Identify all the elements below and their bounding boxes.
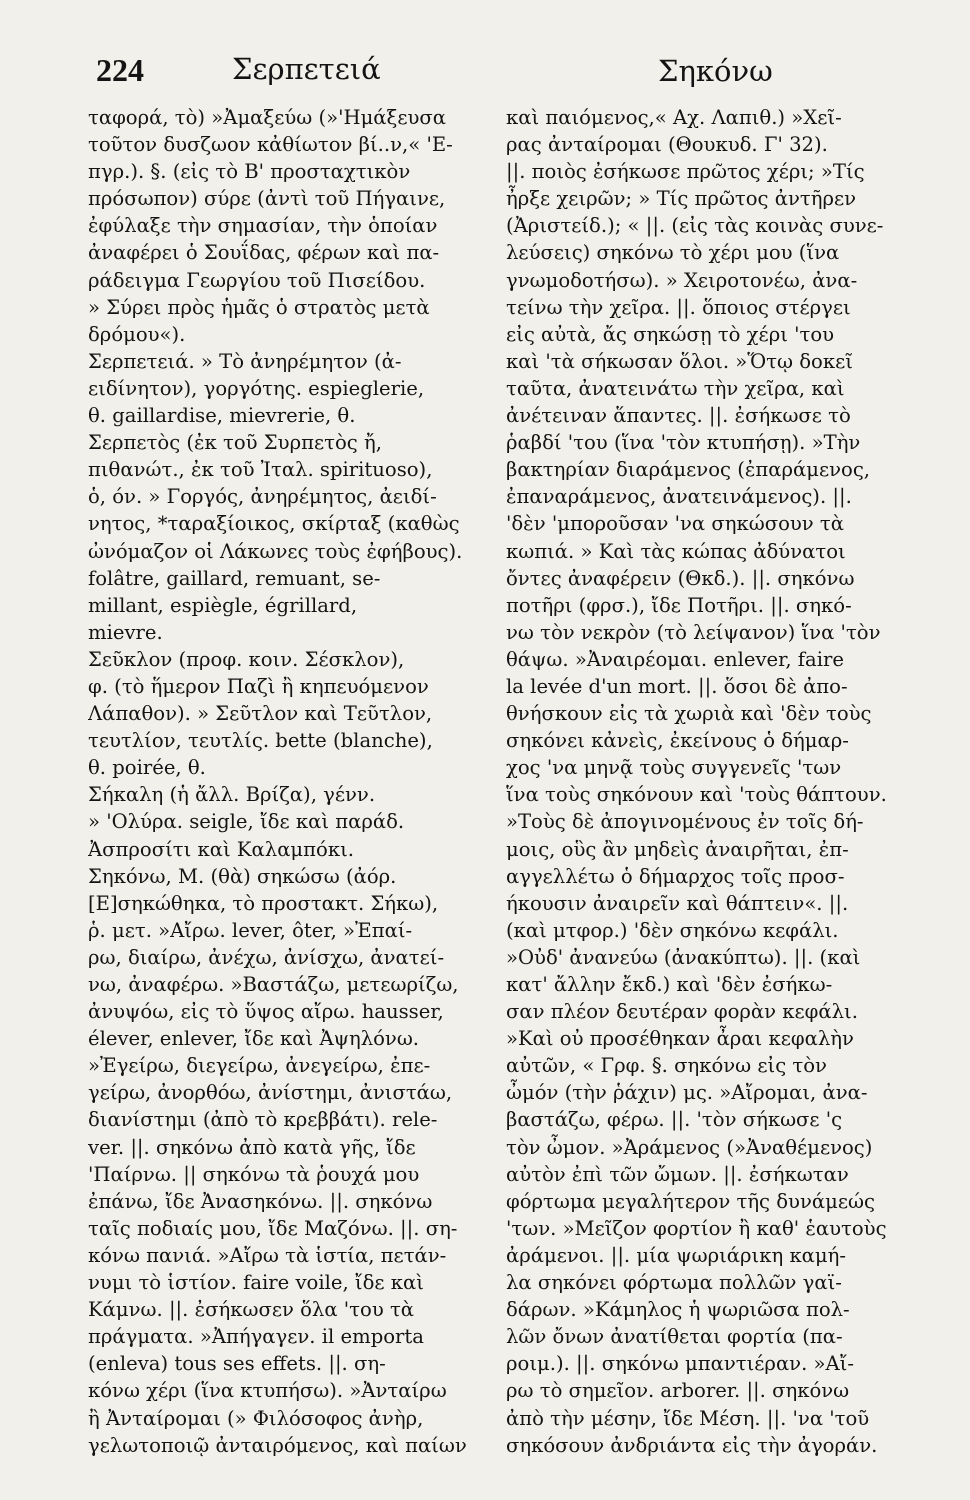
text-line: λα σηκόνει φόρτωμα πολλῶν γαϊ-	[506, 1271, 842, 1295]
text-line: κατ' ἄλλην ἔκδ.) καὶ 'δὲν ἐσήκω-	[506, 973, 833, 996]
text-line: ὠνόμαζον οἱ Λάκωνες τοὺς ἐφήβους).	[88, 539, 463, 563]
text-line: ειδίνητον), γοργότης. espieglerie,	[88, 376, 425, 400]
text-line: folâtre, gaillard, remuant, se-	[88, 566, 381, 590]
text-line: ver. ||. σηκόνω ἀπὸ κατὰ γῆς, ἴδε	[88, 1135, 416, 1159]
text-line: ταῦτα, ἀνατεινάτω τὴν χεῖρα, καὶ	[506, 376, 845, 400]
text-line: ἐπάνω, ἴδε Ἀνασηκόνω. ||. σηκόνω	[88, 1189, 433, 1213]
left-running-headword: Σερπετειά	[232, 52, 381, 86]
text-line: τευτλίον, τευτλίς. bette (blanche),	[88, 729, 433, 753]
right-column	[506, 104, 910, 1459]
text-line: » Σύρει πρὸς ἡμᾶς ὁ στρατὸς μετὰ	[88, 295, 430, 319]
text-line: ἐφύλαξε τὴν σημασίαν, τὴν ὁποίαν	[88, 214, 438, 238]
text-line: 'των. »Μεῖζον φορτίον ἢ καθ' ἑαυτοὺς	[506, 1216, 887, 1240]
text-line: ἀράμενοι. ||. μία ψωριάρικη καμή-	[506, 1243, 847, 1267]
text-line: φ. (τὸ ἥμερον Παζὶ ἢ κηπευόμενον	[88, 674, 429, 698]
text-line: 'δὲν 'μποροῦσαν 'να σηκώσουν τὰ	[506, 512, 844, 536]
text-line: 'Παίρνω. || σηκόνω τὰ ῥουχά μου	[88, 1162, 420, 1186]
text-line: νητος, *ταραξίοικος, σκίρταξ (καθὼς	[88, 512, 460, 536]
text-line: γελωτοποιῷ ἀνταιρόμενος, καὶ παίων	[88, 1433, 467, 1457]
text-line: αὐτὸν ἐπὶ τῶν ὤμων. ||. ἐσήκωταν	[506, 1162, 849, 1186]
text-line: χος 'να μηνᾷ τοὺς συγγενεῖς 'των	[506, 756, 842, 780]
text-line: ἀπὸ τὴν μέσην, ἴδε Μέση. ||. 'να 'τοῦ	[506, 1406, 870, 1430]
text-line: »Τοὺς δὲ ἀπογινομένους ἐν τοῖς δή-	[506, 810, 864, 834]
text-line: νυμι τὸ ἱστίον. faire voile, ἴδε καὶ	[88, 1271, 424, 1295]
text-line: Σερπετὸς (ἐκ τοῦ Συρπετὸς ἤ,	[88, 431, 382, 455]
text-line: σαν πλέον δευτέραν φορὰν κεφάλι.	[506, 1000, 858, 1024]
text-line: νω, ἀναφέρω. »Βαστάζω, μετεωρίζω,	[88, 973, 459, 996]
text-line: ἀνέτειναν ἅπαντες. ||. ἐσήκωσε τὸ	[506, 404, 851, 428]
text-line: ἀναφέρει ὁ Σουΐδας, φέρων καὶ πα-	[88, 241, 440, 265]
text-line: Σεῦκλον (προφ. κοιν. Σέσκλον),	[88, 647, 405, 671]
text-line: élever, enlever, ἴδε καὶ Ἀψηλόνω.	[88, 1027, 420, 1051]
text-line: ὄντες ἀναφέρειν (Θκδ.). ||. σηκόνω	[506, 566, 855, 590]
text-line: νω τὸν νεκρὸν (τὸ λείψανον) ἵνα 'τὸν	[506, 620, 881, 644]
text-line: βαστάζω, φέρω. ||. 'τὸν σήκωσε 'ς	[506, 1108, 843, 1132]
text-line: (Ἀριστείδ.); « ||. (εἰς τὰς κοινὰς συνε-	[506, 214, 884, 238]
text-line: εἰς αὐτὰ, ἄς σηκώσῃ τὸ χέρι 'του	[506, 322, 835, 346]
text-line: ποτῆρι (φρσ.), ἴδε Ποτῆρι. ||. σηκό-	[506, 593, 852, 617]
text-line: καὶ παιόμενος,« Αχ. Λαπιθ.) »Χεῖ-	[506, 106, 842, 129]
text-line: Σερπετειά. » Τὸ ἀνηρέμητον (ἀ-	[88, 349, 402, 373]
text-line: Λάπαθον). » Σεῦτλον καὶ Τεῦτλον,	[88, 702, 433, 726]
text-line: ὁ, όν. » Γοργός, ἀνηρέμητος, ἀειδί-	[88, 485, 437, 509]
text-line: ρω, διαίρω, ἀνέχω, ἀνίσχω, ἀνατεί-	[88, 945, 445, 969]
text-line: ροιμ.). ||. σηκόνω μπαντιέραν. »Αἴ-	[506, 1352, 854, 1376]
text-line: ήκουσιν ἀναιρεῖν καὶ θάπτειν«. ||.	[506, 891, 849, 915]
text-line: πράγματα. »Ἀπήγαγεν. il emporta	[88, 1325, 424, 1349]
text-line: ἦρξε χειρῶν; » Τίς πρῶτος ἀντῆρεν	[506, 187, 857, 211]
text-line: θάψω. »Ἀναιρέομαι. enlever, faire	[506, 647, 844, 671]
text-line: Σήκαλη (ἡ ἄλλ. Βρίζα), γένν.	[88, 783, 376, 807]
text-line: ὦμόν (τὴν ῥάχιν) μς. »Αἴρομαι, ἀνα-	[506, 1081, 868, 1105]
text-line: λῶν ὄνων ἀνατίθεται φορτία (πα-	[506, 1325, 843, 1349]
text-line: ἐπαναράμενος, ἀνατεινάμενος). ||.	[506, 485, 852, 509]
text-line: ἢ Ἀνταίρομαι (» Φιλόσοφος ἀνὴρ,	[88, 1406, 424, 1430]
text-line: σηκόσουν ἀνδριάντα εἰς τὴν ἀγοράν.	[506, 1433, 878, 1457]
text-line: γείρω, ἀνορθόω, ἀνίστημι, ἀνιστάω,	[88, 1081, 453, 1105]
text-line: ταφορά, τὸ) »Ἀμαξεύω (»'Ημάξευσα	[88, 106, 446, 129]
text-line: κωπιά. » Καὶ τὰς κώπας ἀδύνατοι	[506, 539, 846, 563]
text-line: ράδειγμα Γεωργίου τοῦ Πισείδου.	[88, 268, 426, 292]
text-line: »Καὶ οὐ προσέθηκαν ἆραι κεφαλὴν	[506, 1027, 854, 1051]
text-line: αὐτῶν, « Γρφ. §. σηκόνω εἰς τὸν	[506, 1054, 827, 1078]
text-line: ῥαβδί 'του (ἵνα 'τὸν κτυπήσῃ). »Τὴν	[506, 431, 861, 455]
text-line: πρόσωπον) σύρε (ἀντὶ τοῦ Πήγαινε,	[88, 187, 446, 211]
text-line: » 'Ολύρα. seigle, ἴδε καὶ παράδ.	[88, 810, 405, 834]
text-line: Ἀσπροσίτι καὶ Καλαμπόκι.	[88, 837, 354, 861]
text-line: θ. gaillardise, mievrerie, θ.	[88, 404, 356, 428]
right-running-headword: Σηκόνω	[658, 54, 773, 88]
text-line: πιθανώτ., ἐκ τοῦ Ἰταλ. spirituoso),	[88, 458, 433, 482]
text-line: αγγελλέτω ὁ δήμαρχος τοῖς προσ-	[506, 864, 845, 888]
text-line: θ. poirée, θ.	[88, 756, 206, 780]
text-line: καὶ 'τὰ σήκωσαν ὅλοι. »Ὅτῳ δοκεῖ	[506, 349, 853, 373]
text-line: γνωμοδοτήσω). » Χειροτονέω, ἀνα-	[506, 268, 858, 292]
text-line: μοις, οὓς ἂν μηδεὶς ἀναιρῆται, ἐπ-	[506, 837, 849, 861]
page-number: 224	[96, 52, 144, 88]
text-line: θνήσκουν εἰς τὰ χωριὰ καὶ 'δὲν τοὺς	[506, 702, 872, 726]
text-line: δρόμου«).	[88, 322, 186, 346]
text-line: millant, espiègle, égrillard,	[88, 593, 358, 617]
text-line: βακτηρίαν διαράμενος (ἐπαράμενος,	[506, 458, 871, 482]
text-line: κόνω χέρι (ἵνα κτυπήσω). »Ἀνταίρω	[88, 1379, 447, 1403]
text-line: ||. ποιὸς ἐσήκωσε πρῶτος χέρι; »Τίς	[506, 160, 865, 184]
text-line: »Οὐδ' ἀνανεύω (ἀνακύπτω). ||. (καὶ	[506, 945, 861, 969]
text-line: (καὶ μτφορ.) 'δὲν σηκόνω κεφάλι.	[506, 918, 839, 942]
text-line: κόνω πανιά. »Αἴρω τὰ ἱστία, πετάν-	[88, 1243, 447, 1267]
text-line: ρας ἀνταίρομαι (Θουκυδ. Γ' 32).	[506, 133, 828, 157]
left-column	[88, 104, 484, 1459]
text-line: [Ε]σηκώθηκα, τὸ προστακτ. Σήκω),	[88, 891, 439, 915]
text-line: διανίστημι (ἀπὸ τὸ κρεββάτι). rele-	[88, 1108, 438, 1132]
text-line: τὸν ὦμον. »Ἀράμενος (»Ἀναθέμενος)	[506, 1135, 873, 1159]
text-line: ταῖς ποδιαίς μου, ἴδε Μαζόνω. ||. ση-	[88, 1216, 458, 1240]
text-line: (enleva) tous ses effets. ||. ση-	[88, 1352, 386, 1376]
text-line: Σηκόνω, Μ. (θὰ) σηκώσω (ἀόρ.	[88, 864, 397, 888]
text-line: φόρτωμα μεγαλήτερον τῆς δυνάμεώς	[506, 1189, 875, 1213]
text-line: ἵνα τοὺς σηκόνουν καὶ 'τοὺς θάπτουν.	[506, 783, 887, 807]
text-line: ρω τὸ σημεῖον. arborer. ||. σηκόνω	[506, 1379, 850, 1403]
text-line: »Ἐγείρω, διεγείρω, ἀνεγείρω, ἐπε-	[88, 1054, 431, 1078]
text-line: σηκόνει κἀνεὶς, ἐκείνους ὁ δήμαρ-	[506, 729, 849, 753]
text-line: la levée d'un mort. ||. ὅσοι δὲ ἀπο-	[506, 674, 848, 698]
text-line: δάρων. »Κάμηλος ἡ ψωριῶσα πολ-	[506, 1298, 850, 1322]
text-line: τοῦτον δυσζωον κἀθίωτον βί..ν,« 'Ε-	[88, 133, 453, 157]
text-line: τείνω τὴν χεῖρα. ||. ὅποιος στέργει	[506, 295, 851, 319]
text-line: Κάμνω. ||. ἐσήκωσεν ὅλα 'του τὰ	[88, 1298, 415, 1322]
text-line: ἀνυψόω, εἰς τὸ ὕψος αἴρω. hausser,	[88, 1000, 444, 1024]
page-header	[0, 50, 970, 100]
text-line: ῥ. μετ. »Αἴρω. lever, ôter, »Ἐπαί-	[88, 918, 413, 942]
text-line: mievre.	[88, 620, 163, 644]
text-line: λεύσεις) σηκόνω τὸ χέρι μου (ἵνα	[506, 241, 840, 265]
text-line: πγρ.). §. (εἰς τὸ Β' προσταχτικὸν	[88, 160, 411, 184]
